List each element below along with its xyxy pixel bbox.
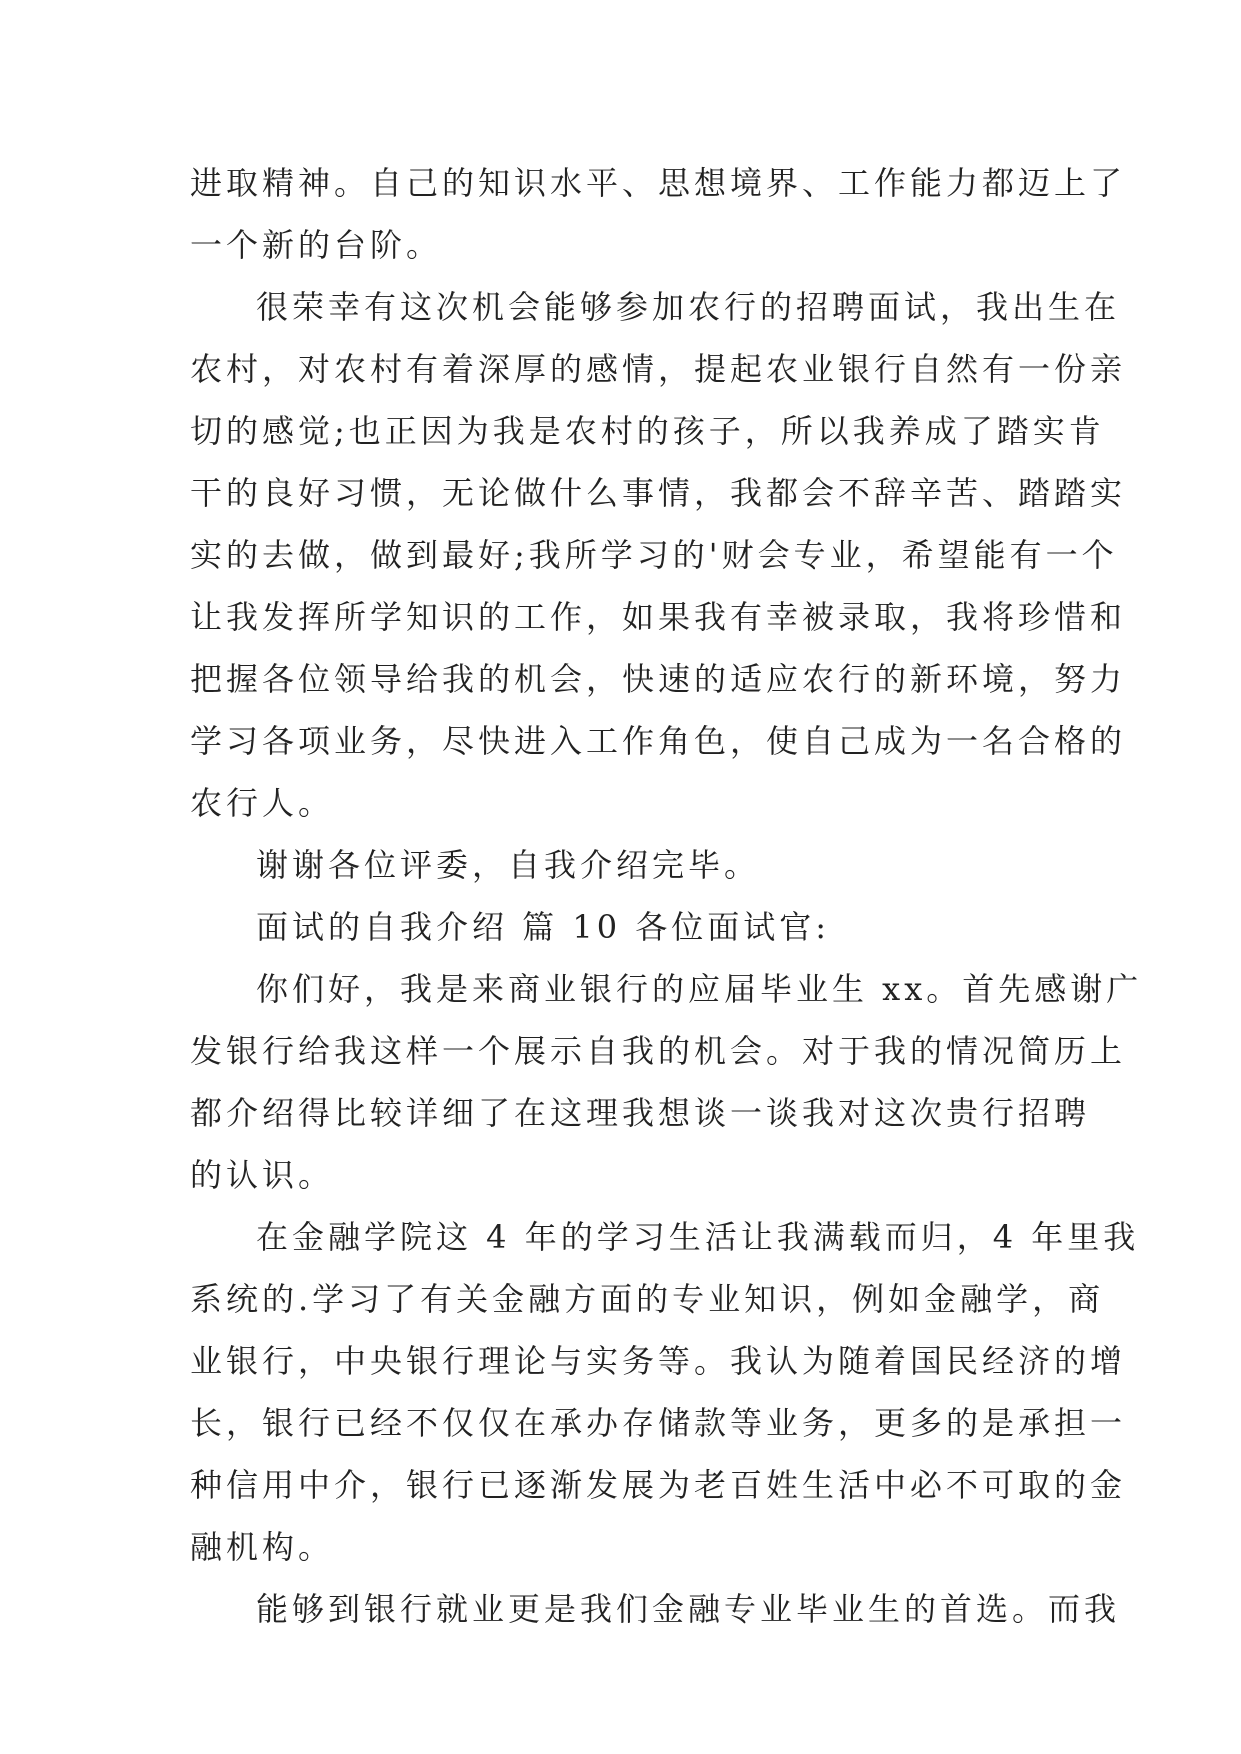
- text-line: 系统的.学习了有关金融方面的专业知识，例如金融学，商: [190, 1280, 1105, 1318]
- text-line: 长，银行已经不仅仅在承办存储款等业务，更多的是承担一: [190, 1404, 1127, 1442]
- text-line: 让我发挥所学知识的工作，如果我有幸被录取，我将珍惜和: [190, 598, 1127, 636]
- text-line: 农行人。: [190, 784, 335, 822]
- text-line: 谢谢各位评委，自我介绍完毕。: [256, 846, 761, 884]
- text-line: 都介绍得比较详细了在这理我想谈一谈我对这次贵行招聘: [190, 1094, 1091, 1132]
- text-line: 干的良好习惯，无论做什么事情，我都会不辞辛苦、踏踏实: [190, 474, 1127, 512]
- text-line: 种信用中介，银行已逐渐发展为老百姓生活中必不可取的金: [190, 1466, 1127, 1504]
- text-line: 进取精神。自己的知识水平、思想境界、工作能力都迈上了: [190, 164, 1127, 202]
- text-line: 的认识。: [190, 1156, 335, 1194]
- text-line: 业银行，中央银行理论与实务等。我认为随着国民经济的增: [190, 1342, 1127, 1380]
- text-line: 很荣幸有这次机会能够参加农行的招聘面试，我出生在: [256, 288, 1121, 326]
- text-line: 把握各位领导给我的机会，快速的适应农行的新环境，努力: [190, 660, 1127, 698]
- text-line: 你们好，我是来商业银行的应届毕业生 xx。首先感谢广: [256, 970, 1143, 1008]
- text-line: 农村，对农村有着深厚的感情，提起农业银行自然有一份亲: [190, 350, 1127, 388]
- text-line: 一个新的台阶。: [190, 226, 443, 264]
- text-line: 在金融学院这 4 年的学习生活让我满载而归，4 年里我: [256, 1218, 1140, 1256]
- text-line: 学习各项业务，尽快进入工作角色，使自己成为一名合格的: [190, 722, 1127, 760]
- text-line: 发银行给我这样一个展示自我的机会。对于我的情况简历上: [190, 1032, 1127, 1070]
- text-line: 能够到银行就业更是我们金融专业毕业生的首选。而我: [256, 1590, 1121, 1628]
- text-line: 实的去做，做到最好;我所学习的'财会专业，希望能有一个: [190, 536, 1118, 574]
- text-line: 面试的自我介绍 篇 10 各位面试官:: [256, 908, 831, 946]
- document-body-text: [190, 152, 1143, 1640]
- text-line: 切的感觉;也正因为我是农村的孩子，所以我养成了踏实肯: [190, 412, 1105, 450]
- text-line: 融机构。: [190, 1528, 335, 1566]
